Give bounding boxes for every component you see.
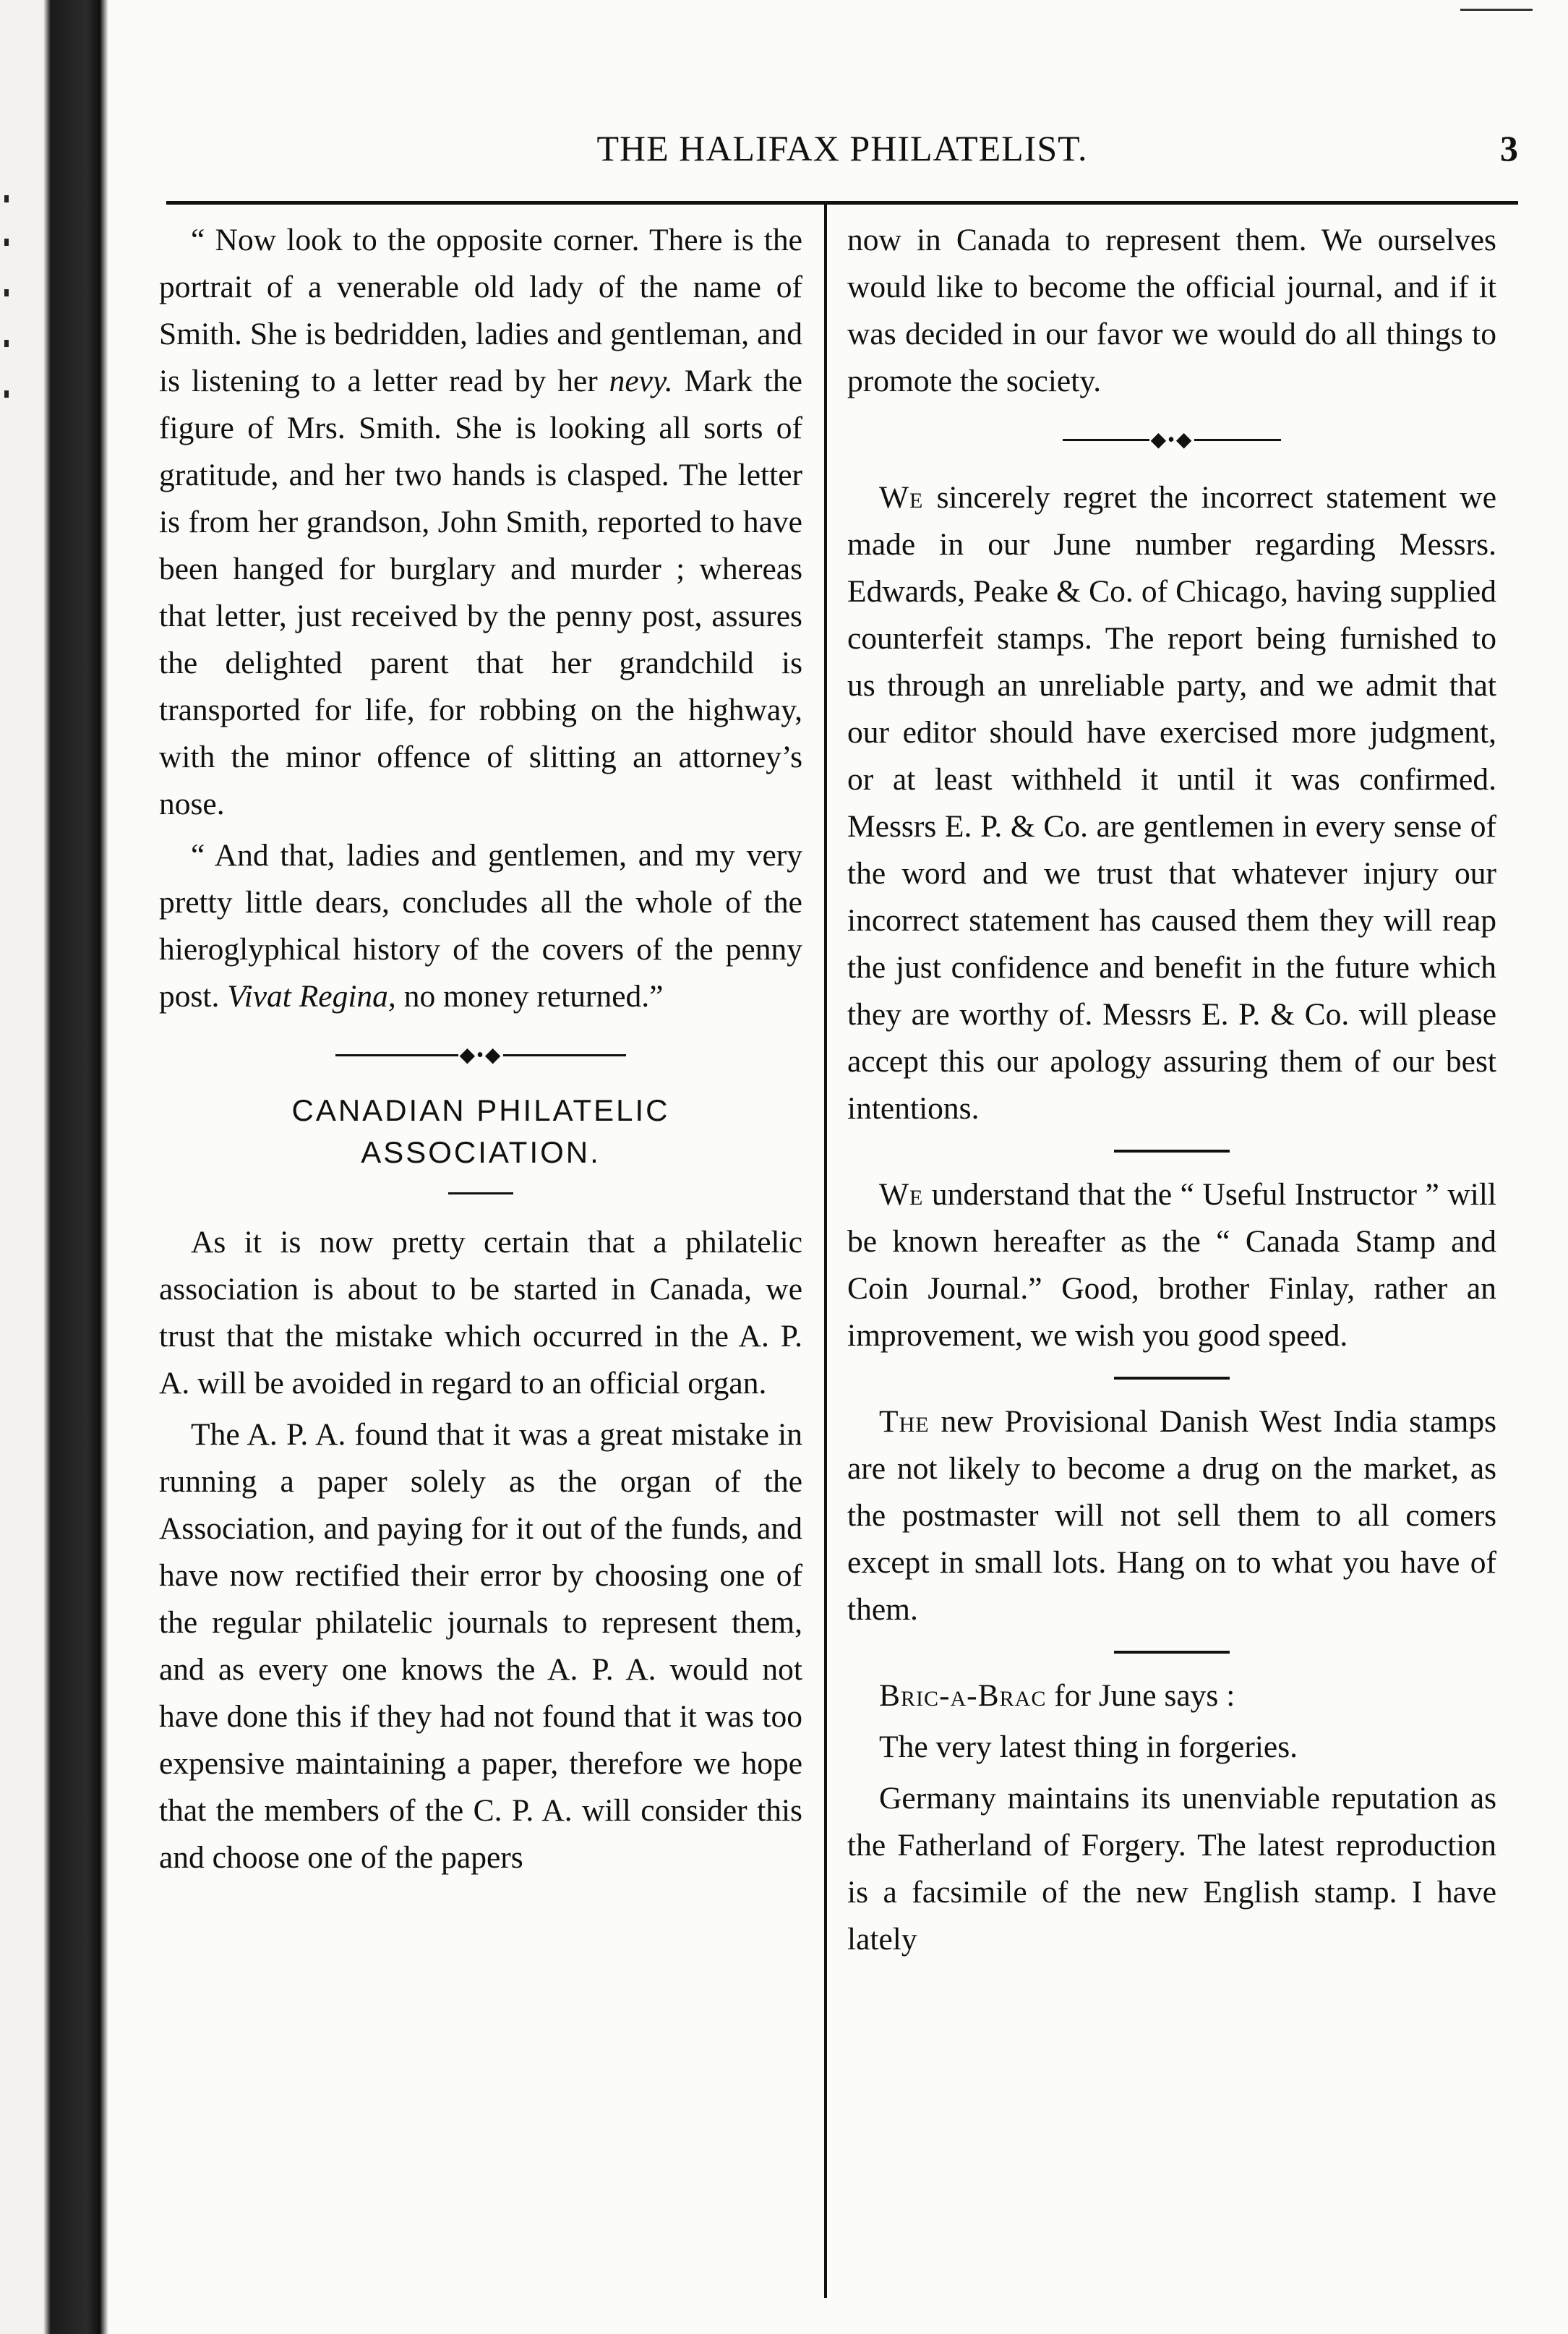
journal-title: THE HALIFAX PHILATELIST.: [596, 128, 1088, 168]
paragraph-text: “ Now look to the opposite corner. There is the portrait of a venerable old lady of the name of Smith. She is bedridden, ladies and gentleman, and is listening to a letter read by her: [159, 223, 802, 398]
paragraph: The very latest thing in forgeries.: [879, 1730, 1298, 1764]
ornament-line: [1063, 439, 1149, 441]
heading-line: CANADIAN PHILATELIC: [291, 1093, 670, 1127]
emphasis-text: Vivat Regina,: [227, 979, 396, 1014]
paragraph-text: Mark the figure of Mrs. Smith. She is looking all sorts of gratitude, and her two hands is clasped. The letter is from her grandson, John Smith, reported to have been hanged for burglary and murder ; whereas that letter, just received by the penny post, assures the delighted parent that her grandchild is transported for life, for robbing on the highway, with the minor offence of slitting an attorney’s nose.: [159, 364, 802, 821]
margin-mark: [4, 195, 9, 202]
paragraph: now in Canada to represent them. We ourselves would like to become the official journal, and if it was decided in our favor we would do all things to promote the society.: [847, 223, 1496, 398]
paragraph-text: no money returned.”: [403, 979, 664, 1014]
section-ornament: [159, 1040, 802, 1069]
emphasis-text: nevy.: [609, 364, 673, 398]
paragraph: [847, 474, 1496, 1132]
margin-mark: [4, 289, 9, 296]
ornament-line: [335, 1054, 458, 1056]
left-column: [159, 217, 802, 1881]
page-number: 3: [1500, 128, 1518, 168]
paragraph: The A. P. A. found that it was a great mistake in running a paper solely as the organ of the Association, and paying for it out of the funds, and have now rectified their error by choosing one of the regular philatelic journals to represent them, and as every one knows the A. P. A. would not have done this if they had not found that it was too expensive maintaining a paper, therefore we hope that the members of the C. P. A. will consider this and choose one of the papers: [159, 1417, 802, 1875]
paragraph: Germany maintains its unenviable reputation as the Fatherland of Forgery. The latest reproduction is a facsimile of the new English stamp. I have lately: [847, 1781, 1496, 1957]
paragraph-text: new Provisional Danish West India stamps are not likely to become a drug on the market, as the postmaster will not sell them to all comers except in small lots. Hang on to what you have of them.: [847, 1404, 1497, 1627]
header-rule: [166, 201, 1518, 205]
ornament-line: [1194, 439, 1281, 441]
lead-word: The: [879, 1404, 930, 1439]
paragraph: [847, 1672, 1496, 1719]
paragraph-text: understand that the “ Useful Instructor ” will be known hereafter as the “ Canada Stamp and Coin Journal.” Good, brother Finlay, rather an improvement, we wish you good speed.: [847, 1177, 1496, 1353]
separator-rule: [1114, 1377, 1230, 1380]
section-heading: [159, 1090, 802, 1174]
lead-word: We: [879, 1177, 924, 1212]
margin-mark: [4, 340, 9, 347]
separator-rule: [1114, 1651, 1230, 1654]
margin-mark: [4, 390, 9, 398]
paragraph: [847, 1171, 1496, 1359]
paragraph: [847, 1398, 1496, 1633]
column-divider: [824, 201, 827, 2298]
paragraph-text: “ And that, ladies and gentlemen, and my very pretty little dears, concludes all the whole of the hieroglyphical history of the covers of the penny post.: [159, 838, 802, 1014]
right-column: [847, 217, 1496, 1963]
heading-line: ASSOCIATION.: [361, 1135, 601, 1169]
paragraph-text: for June says :: [1054, 1678, 1235, 1713]
lead-word: Bric-a-Brac: [879, 1678, 1047, 1713]
paragraph-text: sincerely regret the incorrect statement we made in our June number regarding Messrs. Edwards, Peake & Co. of Chicago, having supplied counterfeit stamps. The report being furnished to us through an unreliable party, and we admit that our editor should have exercised more judgment, or at least withheld it until it was confirmed. Messrs E. P. & Co. are gentlemen in every sense of the word and we trust that whatever injury our incorrect statement has caused them they will reap the just confidence and benefit in the future which they are worthy of. Messrs E. P. & Co. will please accept this our apology assuring them of our best intentions.: [847, 480, 1497, 1126]
separator-rule: [1114, 1150, 1230, 1153]
margin-mark: [4, 239, 9, 246]
paragraph: [159, 832, 802, 1020]
running-header: [166, 127, 1518, 192]
page-binding-edge: [0, 0, 108, 2334]
heading-dash: [448, 1192, 513, 1194]
section-ornament: [847, 425, 1496, 454]
ornament-line: [503, 1054, 626, 1056]
ornament-glyph: ◆•◆: [459, 1043, 502, 1066]
corner-rule: [1460, 9, 1533, 11]
lead-word: We: [879, 480, 924, 515]
ornament-glyph: ◆•◆: [1150, 428, 1194, 451]
paragraph: [159, 217, 802, 828]
paragraph: As it is now pretty certain that a philatelic association is about to be started in Canada, we trust that the mistake which occurred in the A. P. A. will be avoided in regard to an official organ.: [159, 1225, 802, 1401]
